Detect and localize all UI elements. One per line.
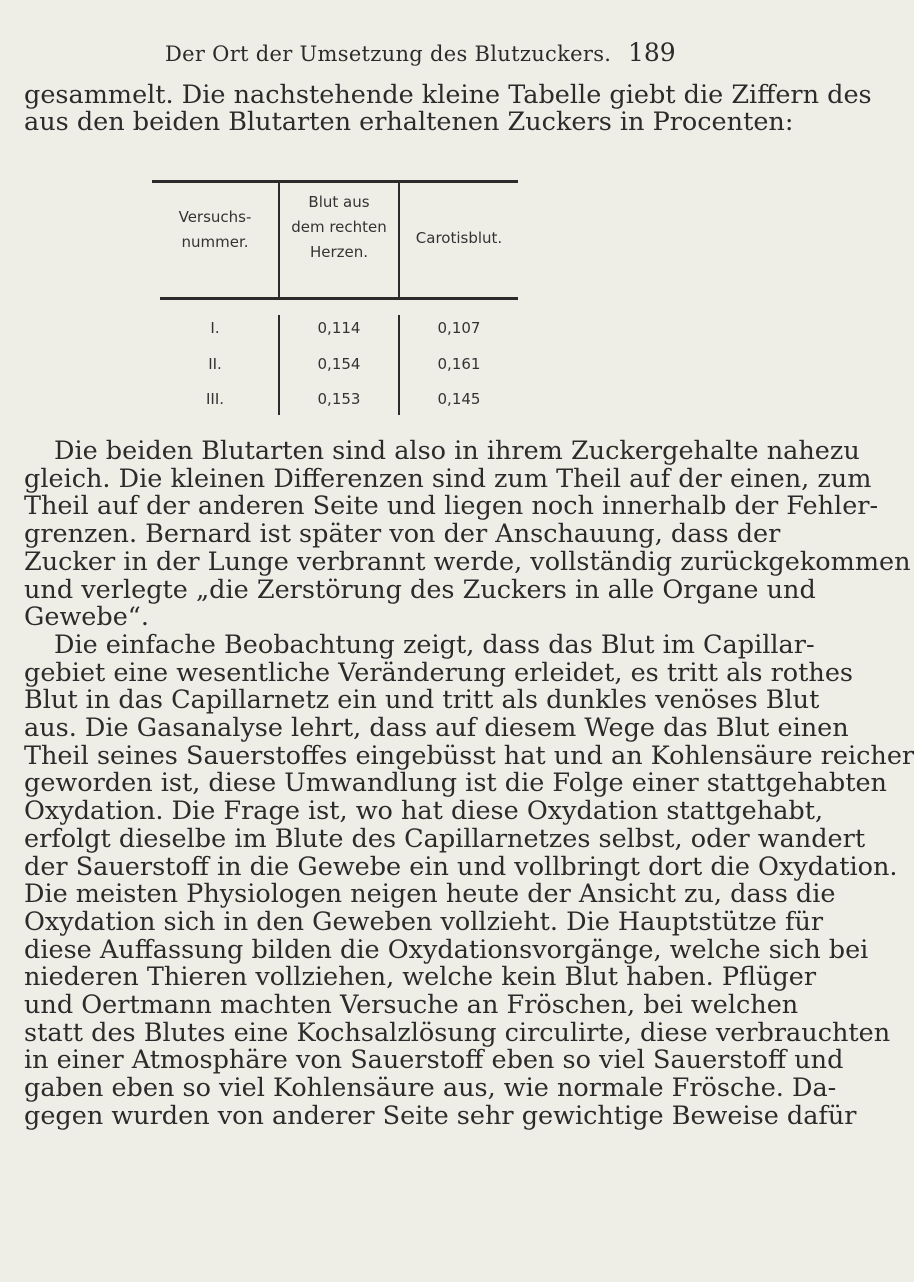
text-line: gesammelt. Die nachstehende kleine Tabelle giebt die Ziffern des — [24, 80, 872, 110]
table-cell: 0,161 — [437, 355, 481, 373]
page-number: 189 — [628, 38, 676, 67]
running-header: Der Ort der Umsetzung des Blutzuckers. — [165, 42, 612, 66]
table-header-rule — [160, 297, 518, 300]
table-cell: 0,154 — [317, 355, 361, 373]
text-line: grenzen. Bernard ist später von der Anschauung, dass der — [24, 519, 781, 550]
text-line: gegen wurden von anderer Seite sehr gewichtige Beweise dafür — [24, 1100, 857, 1131]
table-cell: 0,107 — [437, 319, 481, 337]
header-carotisblut: Carotisblut. — [415, 229, 503, 247]
table-cell: 0,145 — [437, 390, 481, 408]
text-line: und Oertmann machten Versuche an Fröschen, bei welchen — [24, 990, 799, 1021]
text-line: geworden ist, diese Umwandlung ist die Folge einer stattgehabten — [24, 768, 887, 799]
text-line: Oxydation sich in den Geweben vollzieht. Die Hauptstütze für — [24, 906, 824, 937]
table-top-rule — [152, 180, 518, 183]
text-line: in einer Atmosphäre von Sauerstoff eben so viel Sauerstoff und — [24, 1045, 844, 1076]
text-line: diese Auffassung bilden die Oxydationsvorgänge, welche sich bei — [24, 934, 869, 965]
text-line: statt des Blutes eine Kochsalzlösung circulirte, diese verbrauchten — [24, 1017, 891, 1048]
table-cell: III. — [205, 390, 225, 408]
text-line: Die beiden Blutarten sind also in ihrem Zuckergehalte nahezu — [54, 436, 860, 466]
text-line: Die meisten Physiologen neigen heute der Ansicht zu, dass die — [24, 879, 836, 910]
text-line: erfolgt dieselbe im Blute des Capillarnetzes selbst, oder wandert — [24, 823, 866, 854]
text-line: aus. Die Gasanalyse lehrt, dass auf diesem Wege das Blut einen — [24, 713, 849, 744]
text-line: gleich. Die kleinen Differenzen sind zum Theil auf der einen, zum — [24, 463, 872, 494]
text-line: niederen Thieren vollziehen, welche kein Blut haben. Pflüger — [24, 962, 817, 993]
header-versuchsnummer: Versuchs- nummer. — [178, 208, 252, 251]
text-line: Die einfache Beobachtung zeigt, dass das Blut im Capillar- — [54, 629, 815, 660]
table-cell: II. — [208, 355, 222, 373]
text-line: Gewebe“. — [24, 602, 149, 633]
table-cell: 0,153 — [317, 390, 361, 408]
body-paragraphs — [24, 436, 914, 1131]
table-cell: I. — [210, 319, 220, 337]
text-line: Theil auf der anderen Seite und liegen noch innerhalb der Fehler- — [24, 491, 879, 522]
text-line: Theil seines Sauerstoffes eingebüsst hat und an Kohlensäure reicher — [24, 740, 914, 771]
sugar-table — [152, 180, 518, 415]
intro-paragraph — [24, 80, 872, 137]
text-line: gaben eben so viel Kohlensäure aus, wie normale Frösche. Da- — [24, 1073, 837, 1104]
text-line: gebiet eine wesentliche Veränderung erleidet, es tritt als rothes — [24, 657, 854, 688]
table-cell: 0,114 — [317, 319, 361, 337]
header-blut-rechtes-herz: Blut aus dem rechten Herzen. — [291, 193, 387, 261]
text-line: und verlegte „die Zerstörung des Zuckers in alle Organe und — [24, 574, 816, 605]
text-line: aus den beiden Blutarten erhaltenen Zuckers in Procenten: — [24, 107, 794, 137]
text-line: Zucker in der Lunge verbrannt werde, vollständig zurückgekommen — [24, 546, 911, 577]
text-line: Oxydation. Die Frage ist, wo hat diese Oxydation stattgehabt, — [24, 796, 824, 827]
text-line: Blut in das Capillarnetz ein und tritt als dunkles venöses Blut — [24, 685, 820, 716]
text-line: der Sauerstoff in die Gewebe ein und vollbringt dort die Oxydation. — [24, 851, 898, 882]
